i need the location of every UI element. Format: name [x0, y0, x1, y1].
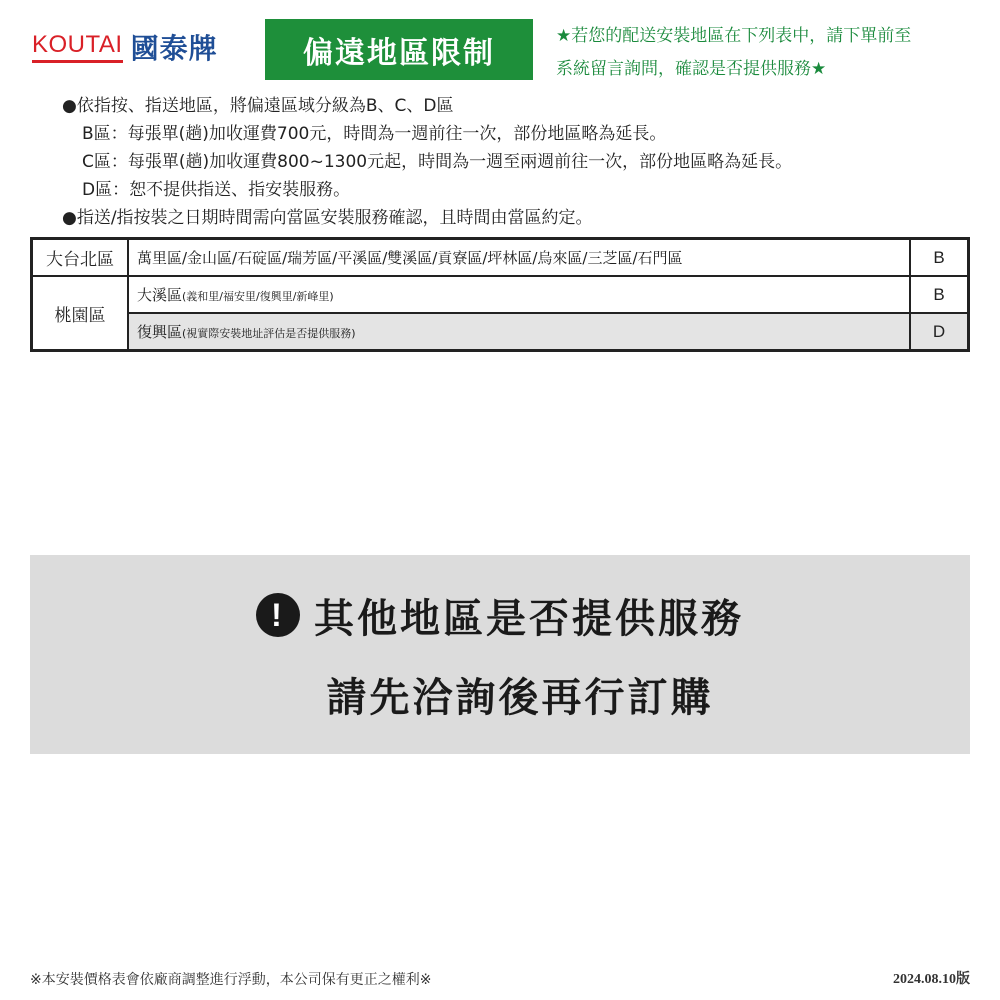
- region-cell: 桃園區: [32, 276, 129, 351]
- zone-cell: B: [910, 239, 969, 277]
- remote-area-table: [30, 237, 970, 352]
- info-line-3: C區：每張單(趟)加收運費800~1300元起，時間為一週至兩週前往一次，部份地區略為延長。: [82, 152, 793, 172]
- page-title: 偏遠地區限制: [265, 19, 533, 80]
- table-row: [32, 239, 969, 277]
- zone-cell: B: [910, 276, 969, 313]
- info-line-5: ●指送/指按裝之日期時間需向當區安裝服務確認，且時間由當區約定。: [62, 208, 593, 228]
- district-name: 大溪區: [137, 286, 183, 304]
- districts-cell: [128, 313, 910, 351]
- district-name: 復興區: [137, 323, 183, 341]
- notice-line-1: ★若您的配送安裝地區在下列表中，請下單前至: [556, 26, 912, 46]
- districts-cell: 萬里區/金山區/石碇區/瑞芳區/平溪區/雙溪區/貢寮區/坪林區/烏來區/三芝區/石門區: [128, 239, 910, 277]
- exclamation-circle-icon: !: [256, 593, 300, 637]
- callout-text-1: 其他地區是否提供服務: [314, 595, 744, 642]
- callout-line-2: 請先洽詢後再行訂購: [326, 674, 714, 721]
- zone-cell: D: [910, 313, 969, 351]
- footer-version: 2024.08.10版: [893, 972, 970, 987]
- table-row: [32, 276, 969, 313]
- callout-box: [30, 555, 970, 754]
- info-block: [62, 92, 792, 232]
- district-note: (義和里/福安里/復興里/新峰里): [182, 290, 334, 303]
- district-note: (視實際安裝地址評估是否提供服務): [182, 327, 356, 340]
- notice: [556, 20, 986, 86]
- info-line-1: ●依指按、指送地區，將偏遠區域分級為B、C、D區: [62, 96, 454, 116]
- callout-line-1: [256, 587, 744, 644]
- table-row: [32, 313, 969, 351]
- brand-logo: [32, 26, 218, 68]
- notice-line-2: 系統留言詢問，確認是否提供服務★: [556, 59, 827, 79]
- brand-name-en: KOUTAI: [32, 31, 123, 63]
- info-line-4: D區：恕不提供指送、指安裝服務。: [82, 180, 351, 200]
- districts-cell: [128, 276, 910, 313]
- info-line-2: B區：每張單(趟)加收運費700元，時間為一週前往一次，部份地區略為延長。: [82, 124, 667, 144]
- footer-disclaimer: ※本安裝價格表會依廠商調整進行浮動，本公司保有更正之權利※: [30, 972, 432, 988]
- brand-name-zh: 國泰牌: [130, 32, 218, 65]
- region-cell: 大台北區: [32, 239, 129, 277]
